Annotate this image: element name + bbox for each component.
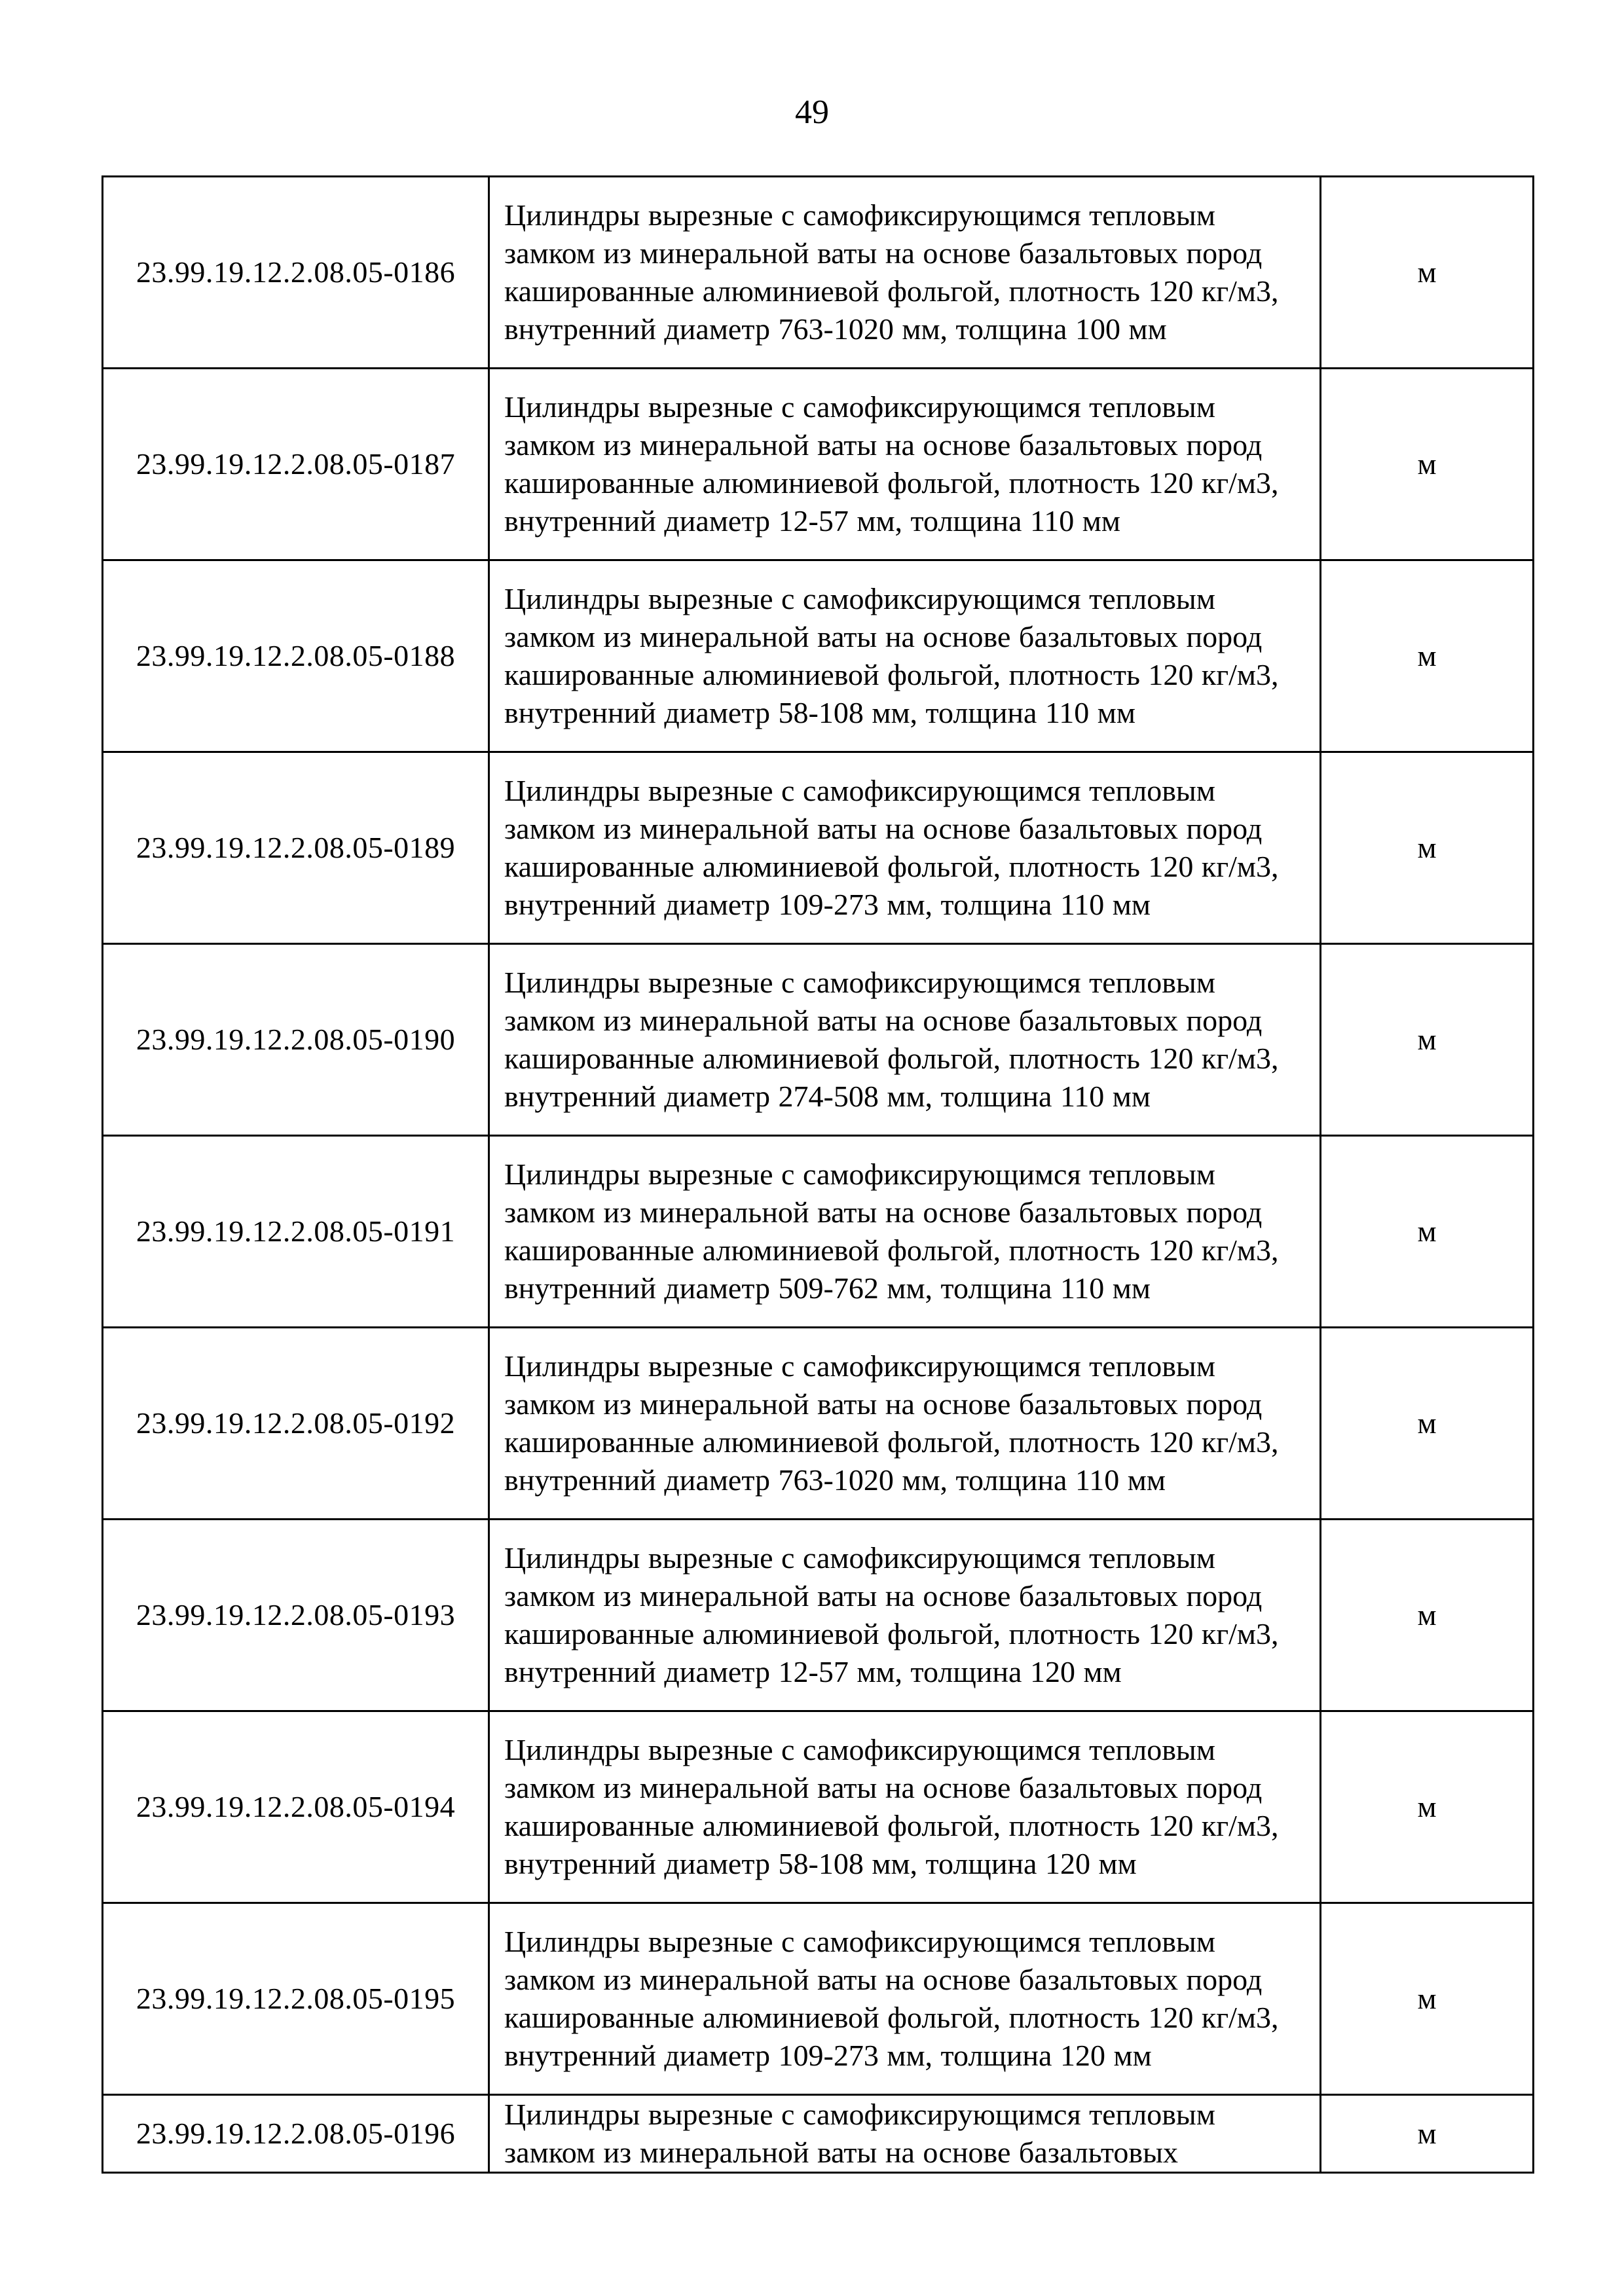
item-description: Цилиндры вырезные с самофиксирующимся тепловым замком из минеральной ваты на основе базальтовых пород кашированные алюминиевой фольгой, плотность 120 кг/м3, внутренний диаметр 58-108 мм, толщина 120 мм bbox=[504, 1733, 1279, 1880]
item-description-cell bbox=[489, 1136, 1321, 1328]
item-unit: м bbox=[1321, 177, 1534, 369]
page-number: 49 bbox=[795, 94, 829, 131]
item-unit: м bbox=[1321, 944, 1534, 1136]
table-row bbox=[103, 369, 1534, 560]
item-unit: м bbox=[1321, 1711, 1534, 1903]
item-code: 23.99.19.12.2.08.05-0196 bbox=[103, 2095, 489, 2173]
item-description: Цилиндры вырезные с самофиксирующимся тепловым замком из минеральной ваты на основе базальтовых пород кашированные алюминиевой фольгой, плотность 120 кг/м3, внутренний диаметр 109-273 мм, толщина 120 мм bbox=[504, 1925, 1279, 2072]
item-unit: м bbox=[1321, 560, 1534, 752]
item-code: 23.99.19.12.2.08.05-0191 bbox=[103, 1136, 489, 1328]
item-description-cell bbox=[489, 369, 1321, 560]
item-unit: м bbox=[1321, 1903, 1534, 2095]
item-code: 23.99.19.12.2.08.05-0190 bbox=[103, 944, 489, 1136]
item-description-cell bbox=[489, 177, 1321, 369]
item-description: Цилиндры вырезные с самофиксирующимся тепловым замком из минеральной ваты на основе базальтовых bbox=[504, 2098, 1215, 2169]
table-row bbox=[103, 944, 1534, 1136]
item-unit: м bbox=[1321, 1520, 1534, 1711]
item-code: 23.99.19.12.2.08.05-0187 bbox=[103, 369, 489, 560]
item-code: 23.99.19.12.2.08.05-0189 bbox=[103, 752, 489, 944]
item-description-cell bbox=[489, 1520, 1321, 1711]
table-row bbox=[103, 752, 1534, 944]
item-code: 23.99.19.12.2.08.05-0194 bbox=[103, 1711, 489, 1903]
item-description: Цилиндры вырезные с самофиксирующимся тепловым замком из минеральной ваты на основе базальтовых пород кашированные алюминиевой фольгой, плотность 120 кг/м3, внутренний диаметр 274-508 мм, толщина 110 мм bbox=[504, 966, 1279, 1113]
table-row bbox=[103, 1711, 1534, 1903]
item-code: 23.99.19.12.2.08.05-0188 bbox=[103, 560, 489, 752]
table-row bbox=[103, 1520, 1534, 1711]
item-code: 23.99.19.12.2.08.05-0195 bbox=[103, 1903, 489, 2095]
item-code: 23.99.19.12.2.08.05-0192 bbox=[103, 1328, 489, 1520]
table-row bbox=[103, 560, 1534, 752]
item-unit: м bbox=[1321, 752, 1534, 944]
table-row bbox=[103, 1328, 1534, 1520]
item-description-cell bbox=[489, 752, 1321, 944]
item-unit: м bbox=[1321, 2095, 1534, 2173]
table-row bbox=[103, 2095, 1534, 2173]
item-unit: м bbox=[1321, 1136, 1534, 1328]
item-description: Цилиндры вырезные с самофиксирующимся тепловым замком из минеральной ваты на основе базальтовых пород кашированные алюминиевой фольгой, плотность 120 кг/м3, внутренний диаметр 109-273 мм, толщина 110 мм bbox=[504, 774, 1279, 921]
item-description: Цилиндры вырезные с самофиксирующимся тепловым замком из минеральной ваты на основе базальтовых пород кашированные алюминиевой фольгой, плотность 120 кг/м3, внутренний диаметр 509-762 мм, толщина 110 мм bbox=[504, 1157, 1279, 1305]
item-unit: м bbox=[1321, 1328, 1534, 1520]
item-description-cell bbox=[489, 1328, 1321, 1520]
item-description: Цилиндры вырезные с самофиксирующимся тепловым замком из минеральной ваты на основе базальтовых пород кашированные алюминиевой фольгой, плотность 120 кг/м3, внутренний диаметр 58-108 мм, толщина 110 мм bbox=[504, 582, 1279, 729]
item-code: 23.99.19.12.2.08.05-0193 bbox=[103, 1520, 489, 1711]
materials-table bbox=[101, 175, 1534, 2174]
item-description: Цилиндры вырезные с самофиксирующимся тепловым замком из минеральной ваты на основе базальтовых пород кашированные алюминиевой фольгой, плотность 120 кг/м3, внутренний диаметр 763-1020 мм, толщина 100 мм bbox=[504, 198, 1279, 346]
materials-table-body bbox=[103, 177, 1534, 2173]
table-row bbox=[103, 177, 1534, 369]
item-description-cell bbox=[489, 1903, 1321, 2095]
item-description-cell bbox=[489, 2095, 1321, 2173]
table-row bbox=[103, 1903, 1534, 2095]
item-description-cell bbox=[489, 944, 1321, 1136]
item-code: 23.99.19.12.2.08.05-0186 bbox=[103, 177, 489, 369]
item-description-cell bbox=[489, 560, 1321, 752]
item-unit: м bbox=[1321, 369, 1534, 560]
item-description: Цилиндры вырезные с самофиксирующимся тепловым замком из минеральной ваты на основе базальтовых пород кашированные алюминиевой фольгой, плотность 120 кг/м3, внутренний диаметр 763-1020 мм, толщина 110 мм bbox=[504, 1349, 1279, 1497]
table-row bbox=[103, 1136, 1534, 1328]
item-description: Цилиндры вырезные с самофиксирующимся тепловым замком из минеральной ваты на основе базальтовых пород кашированные алюминиевой фольгой, плотность 120 кг/м3, внутренний диаметр 12-57 мм, толщина 120 мм bbox=[504, 1541, 1279, 1688]
item-description-cell bbox=[489, 1711, 1321, 1903]
item-description: Цилиндры вырезные с самофиксирующимся тепловым замком из минеральной ваты на основе базальтовых пород кашированные алюминиевой фольгой, плотность 120 кг/м3, внутренний диаметр 12-57 мм, толщина 110 мм bbox=[504, 390, 1279, 538]
